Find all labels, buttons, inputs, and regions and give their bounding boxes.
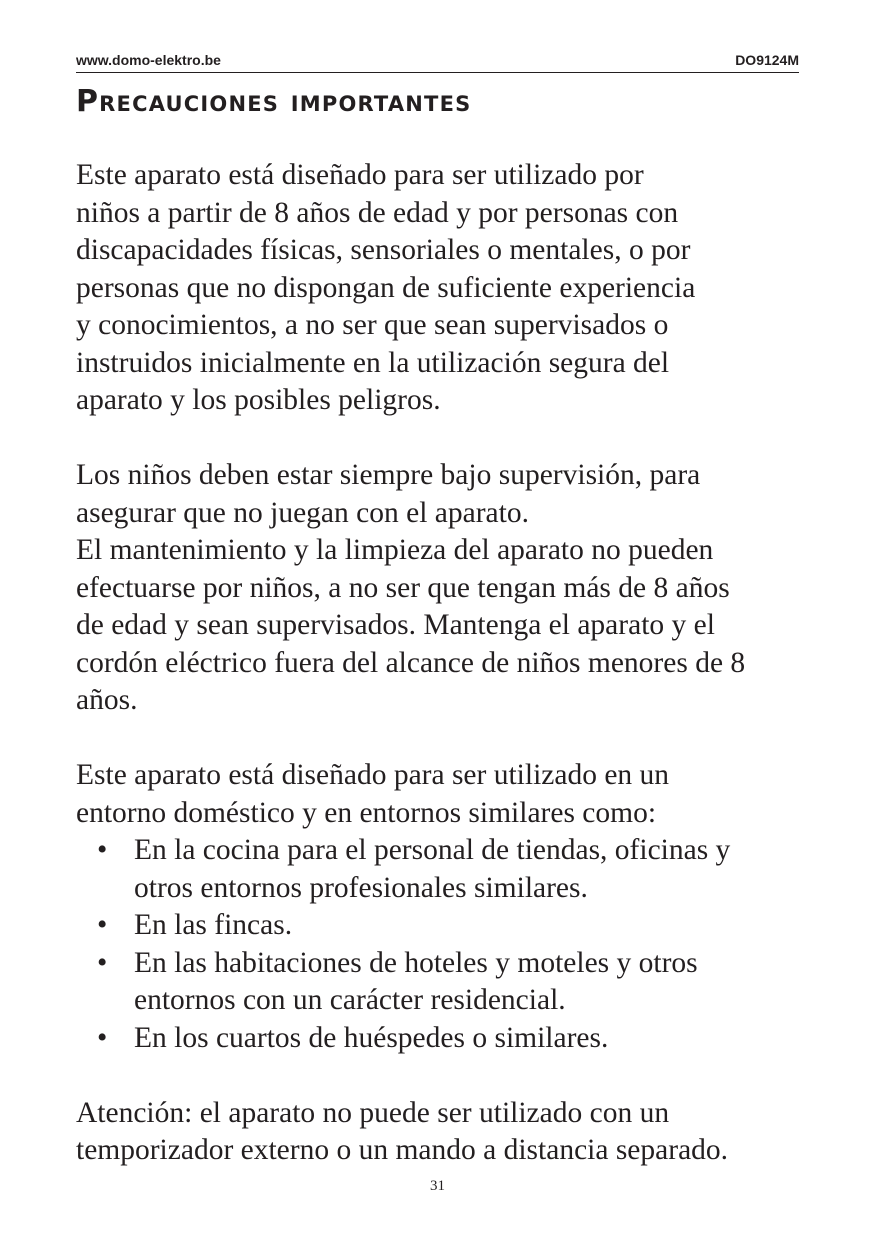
text-line: discapacidades físicas, sensoriales o mentales, o por <box>76 234 691 266</box>
paragraph-child-supervision <box>76 457 799 532</box>
text-line: En las habitaciones de hoteles y moteles y otros <box>134 946 698 979</box>
paragraph-maintenance <box>76 532 799 720</box>
text-line: niños a partir de 8 años de edad y por personas con <box>76 196 679 229</box>
text-line: personas que no dispongan de suficiente experiencia <box>76 271 696 304</box>
text-line: de edad y sean supervisados. Mantenga el aparato y el <box>76 609 715 641</box>
bullet-icon: • <box>97 909 108 941</box>
page-number: 31 <box>430 1178 445 1194</box>
text-line: entornos con un carácter residencial. <box>134 984 566 1016</box>
text-line: aparato y los posibles peligros. <box>76 384 441 416</box>
text-line: Atención: el aparato no puede ser utilizado con un <box>76 1096 670 1129</box>
list-item <box>76 1020 799 1058</box>
page-title: Precauciones importantes <box>76 84 472 119</box>
environment-list <box>76 832 799 1057</box>
paragraph-timer-warning <box>76 1095 799 1170</box>
text-line: El mantenimiento y la limpieza del aparato no pueden <box>76 534 714 566</box>
text-line: En los cuartos de huéspedes o similares. <box>134 1021 609 1054</box>
text-line: años. <box>76 684 138 716</box>
document-body <box>76 157 799 1170</box>
paragraph-domestic-use <box>76 757 799 832</box>
page-header <box>76 52 799 73</box>
text-line: temporizador externo o un mando a distancia separado. <box>76 1134 729 1166</box>
list-item <box>76 832 799 907</box>
text-line: Este aparato está diseñado para ser utilizado por <box>76 159 644 191</box>
bullet-icon: • <box>97 946 108 979</box>
model-number: DO9124M <box>735 52 799 68</box>
website-url: www.domo-elektro.be <box>76 52 221 68</box>
text-line: cordón eléctrico fuera del alcance de niños menores de 8 <box>76 646 746 679</box>
text-line: entorno doméstico y en entornos similares como: <box>76 796 657 829</box>
list-item <box>76 907 799 945</box>
text-line: instruidos inicialmente en la utilización segura del <box>76 346 670 379</box>
text-line: Los niños deben estar siempre bajo supervisión, para <box>76 459 701 491</box>
text-line: otros entornos profesionales similares. <box>134 871 588 904</box>
text-line: asegurar que no juegan con el aparato. <box>76 496 529 529</box>
list-item <box>76 945 799 1020</box>
paragraph-usage-restrictions <box>76 157 799 420</box>
bullet-icon: • <box>97 1021 108 1054</box>
text-line: efectuarse por niños, a no ser que tengan más de 8 años <box>76 571 730 604</box>
text-line: Este aparato está diseñado para ser utilizado en un <box>76 759 670 791</box>
text-line: En la cocina para el personal de tiendas, oficinas y <box>134 834 731 866</box>
text-line: En las fincas. <box>134 909 293 941</box>
bullet-icon: • <box>97 834 108 866</box>
text-line: y conocimientos, a no ser que sean supervisados o <box>76 309 669 341</box>
